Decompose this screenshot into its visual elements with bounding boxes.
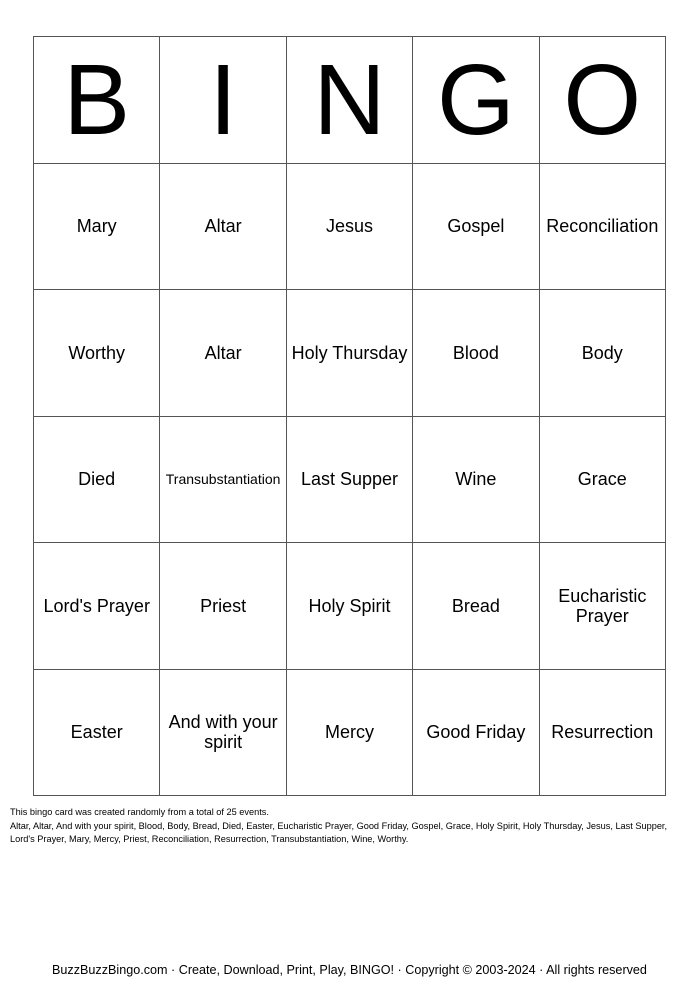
bingo-cell: Transubstantiation [160,417,286,544]
footer: BuzzBuzzBingo.com · Create, Download, Print, Play, BINGO! · Copyright © 2003-2024 · All rights reserved [52,963,647,977]
bingo-cell: Gospel [413,164,539,291]
bingo-cell: Resurrection [540,670,666,797]
bingo-cell: Mary [34,164,160,291]
note-event-list: Altar, Altar, And with your spirit, Blood, Body, Bread, Died, Easter, Eucharistic Prayer, Good Friday, Gospel, Grace, Holy Spirit, Holy Thursday, Jesus, Last Supper, Lord's Prayer, Mary, Mercy, Priest, Reconciliation, Resurrection, Transubstantiation, Wine, Worthy. [10,820,668,844]
bingo-cell: Reconciliation [540,164,666,291]
bingo-cell: Body [540,290,666,417]
bingo-cell: Holy Spirit [287,543,413,670]
bingo-card [33,36,666,796]
bingo-cell: Died [34,417,160,544]
header-letter-b: B [34,37,160,164]
bingo-cell: Eucharistic Prayer [540,543,666,670]
header-letter-o: O [540,37,666,164]
bingo-cell: Mercy [287,670,413,797]
bingo-cell: Last Supper [287,417,413,544]
header-letter-g: G [413,37,539,164]
bingo-cell: Easter [34,670,160,797]
header-letter-i: I [160,37,286,164]
bingo-cell: Wine [413,417,539,544]
bingo-cell: Priest [160,543,286,670]
bingo-cell: Worthy [34,290,160,417]
note-summary: This bingo card was created randomly from a total of 25 events. [10,807,269,817]
bingo-cell: Holy Thursday [287,290,413,417]
card-note [10,806,692,847]
header-letter-n: N [287,37,413,164]
bingo-cell: And with your spirit [160,670,286,797]
bingo-cell: Grace [540,417,666,544]
bingo-cell: Jesus [287,164,413,291]
bingo-cell: Bread [413,543,539,670]
bingo-cell: Altar [160,164,286,291]
bingo-cell: Altar [160,290,286,417]
bingo-cell: Lord's Prayer [34,543,160,670]
bingo-cell: Good Friday [413,670,539,797]
bingo-cell: Blood [413,290,539,417]
